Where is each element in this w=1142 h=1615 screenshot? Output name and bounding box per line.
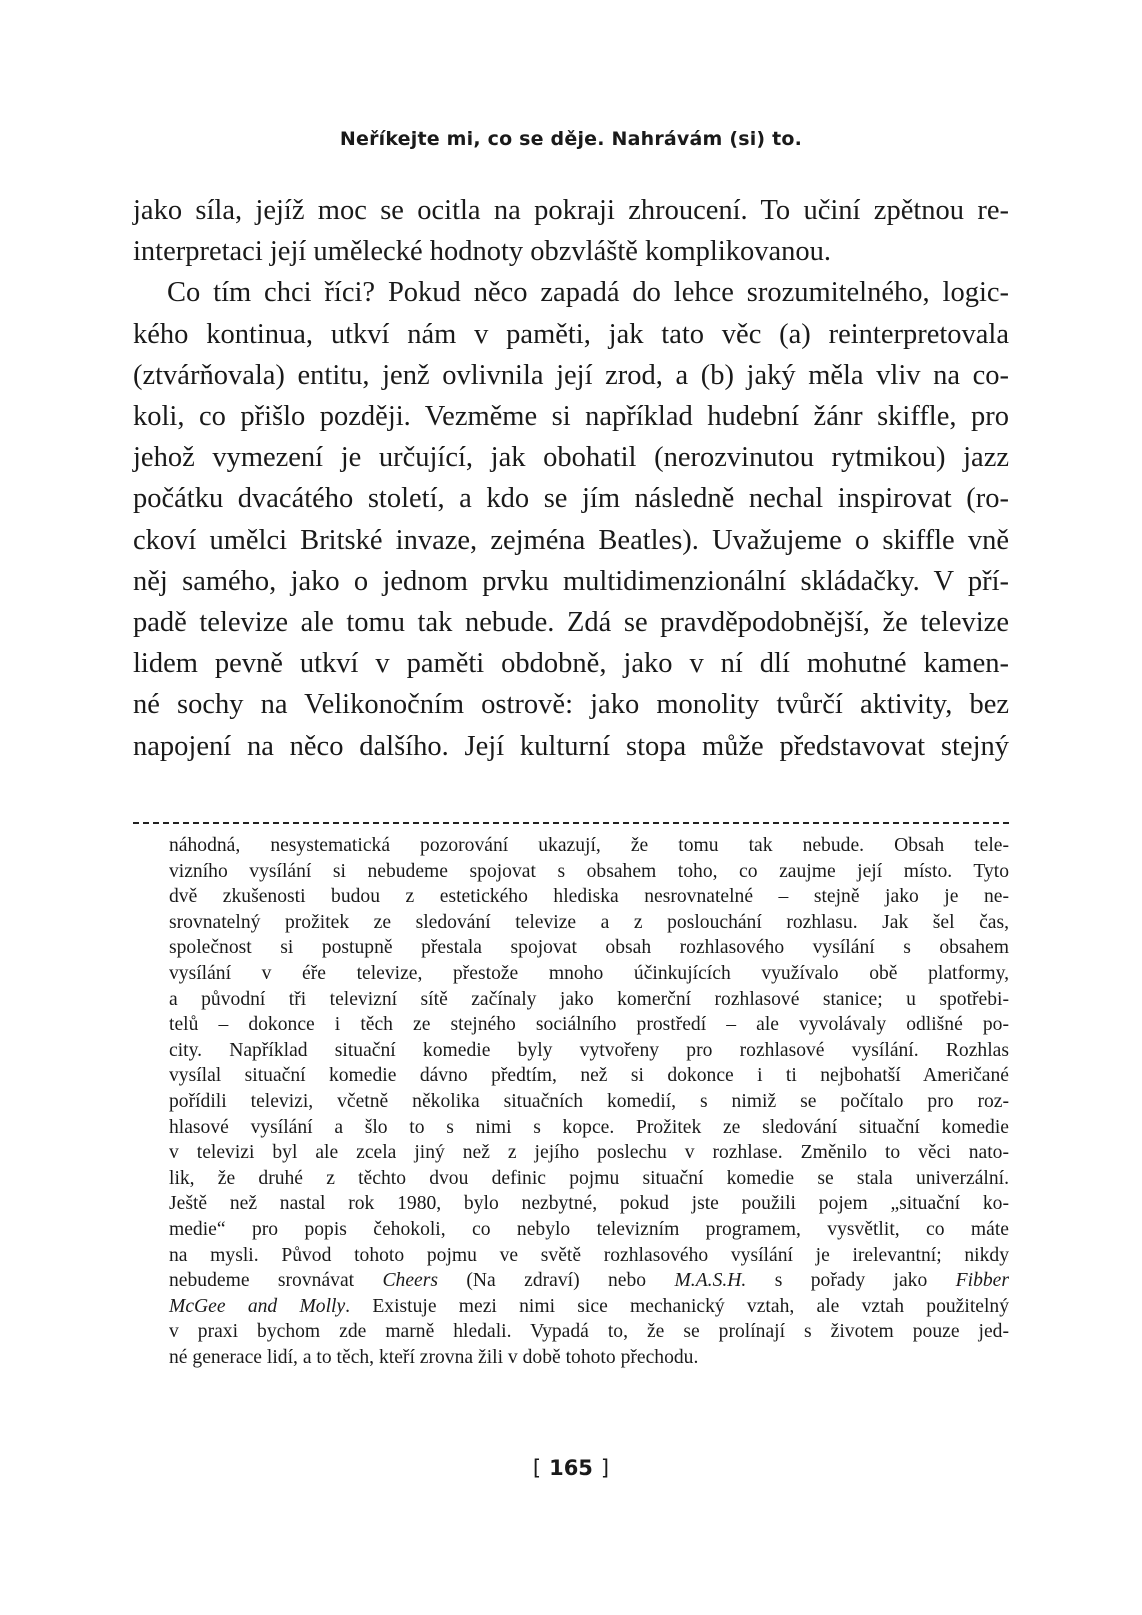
paragraph [133,190,1009,272]
footnote-line: a původní tři televizní sítě začínaly jako komerční rozhlasové stanice; u spotřebi- [169,988,1009,1010]
work-title-mcgee: McGee and Molly [169,1295,346,1317]
footnote-text: . Existuje mezi nimi sice mechanický vztah, ale vztah použitelný [345,1295,1009,1317]
footnote-line: na mysli. Původ tohoto pojmu ve světě rozhlasového vysílání je irelevantní; nikdy [169,1244,1009,1266]
footnote-line: hlasové vysílání a šlo to s nimi s kopce. Prožitek ze sledování situační komedie [169,1116,1009,1138]
footnote-line: vizního vysílání si nebudeme spojovat s obsahem toho, co zaujme její místo. Tyto [169,860,1009,882]
text-line: Co tím chci říci? Pokud něco zapadá do lehce srozumitelného, logic- [167,277,1009,309]
footnote-separator [133,822,1009,824]
body-text [133,190,1009,767]
paragraph [133,272,1009,766]
text-line: lidem pevně utkví v paměti obdobně, jako v ní dlí mohutné kamen- [133,648,1009,680]
text-line: padě televize ale tomu tak nebude. Zdá se pravděpodobnější, že televize [133,607,1009,639]
footnote-line: medie“ pro popis čehokoli, co nebylo televizním programem, vysvětlit, co máte [169,1218,1009,1240]
footnote-text: nebudeme srovnávat [169,1270,383,1292]
page-number-value: 165 [549,1456,593,1480]
footnote-line: náhodná, nesystematická pozorování ukazují, že tomu tak nebude. Obsah tele- [169,835,1009,856]
footnote-line: telů – dokonce i těch ze stejného sociálního prostředí – ale vyvolávaly odlišné po- [169,1014,1009,1036]
work-title-mash: M.A.S.H. [674,1270,747,1292]
page-number [0,1456,1142,1480]
footnote-text: (Na zdraví) nebo [437,1270,675,1292]
work-title-fibber: Fibber [955,1270,1009,1292]
text-line: jako síla, jejíž moc se ocitla na pokraji zhroucení. To učiní zpětnou re- [133,195,1009,226]
footnote-line: vysílal situační komedie dávno předtím, než si dokonce i ti nejbohatší Američané [169,1065,1009,1087]
footnote-line [169,1294,1009,1320]
work-title-cheers: Cheers [382,1270,438,1292]
text-line: kého kontinua, utkví nám v paměti, jak tato věc (a) reinterpretovala [133,318,1009,350]
footnote-line: Ještě než nastal rok 1980, bylo nezbytné, pokud jste použili pojem „situační ko- [169,1193,1009,1215]
footnote-line: pořídili televizi, včetně několika situačních komedií, s nimiž se počítalo pro roz- [169,1090,1009,1112]
text-line: ckoví umělci Britské invaze, zejména Beatles). Uvažujeme o skiffle vně [133,524,1009,556]
footnote-text: s pořady jako [746,1270,956,1292]
footnote-line: vysílání v éře televize, přestože mnoho účinkujících využívalo obě platformy, [169,962,1009,984]
page-number-bracket-close: ] [600,1456,610,1480]
footnote-line: city. Například situační komedie byly vytvořeny pro rozhlasové vysílání. Rozhlas [169,1039,1009,1061]
footnote-line: v televizi byl ale zcela jiný než z jejího poslechu v rozhlase. Změnilo to věci nato- [169,1142,1009,1164]
footnote [169,833,1009,1370]
footnote-line: lik, že druhé z těchto dvou definic pojmu situační komedie se stala univerzální. [169,1167,1009,1189]
footnote-line: né generace lidí, a to těch, kteří zrovna žili v době tohoto přechodu. [169,1346,699,1368]
footnote-line [169,1268,1009,1294]
text-line: něj samého, jako o jednom prvku multidimenzionální skládačky. V pří- [133,565,1009,597]
text-line: koli, co přišlo později. Vezměme si například hudební žánr skiffle, pro [133,401,1009,433]
running-header: Neříkejte mi, co se děje. Nahrávám (si) to. [339,128,803,150]
text-line: počátku dvacátého století, a kdo se jím následně nechal inspirovat (ro- [133,483,1009,515]
footnote-line: společnost si postupně přestala spojovat obsah rozhlasového vysílání s obsahem [169,937,1009,959]
footnote-line: dvě zkušenosti budou z estetického hlediska nesrovnatelné – stejně jako je ne- [169,886,1009,908]
footnote-line: v praxi bychom zde marně hledali. Vypadá to, že se prolínají s životem pouze jed- [169,1321,1009,1343]
footnote-line: srovnatelný prožitek ze sledování televize a z poslouchání rozhlasu. Jak šel čas, [169,911,1009,933]
text-line: né sochy na Velikonočním ostrově: jako monolity tvůrčí aktivity, bez [133,689,1009,721]
text-line: jehož vymezení je určující, jak obohatil (nerozvinutou rytmikou) jazz [133,442,1009,474]
page-number-bracket-open: [ [532,1456,542,1480]
text-line: interpretaci její umělecké hodnoty obzvláště komplikovanou. [133,236,832,268]
text-line: (ztvárňovala) entitu, jenž ovlivnila její zrod, a (b) jaký měla vliv na co- [133,359,1009,391]
text-line: napojení na něco dalšího. Její kulturní stopa může představovat stejný [133,730,1009,762]
